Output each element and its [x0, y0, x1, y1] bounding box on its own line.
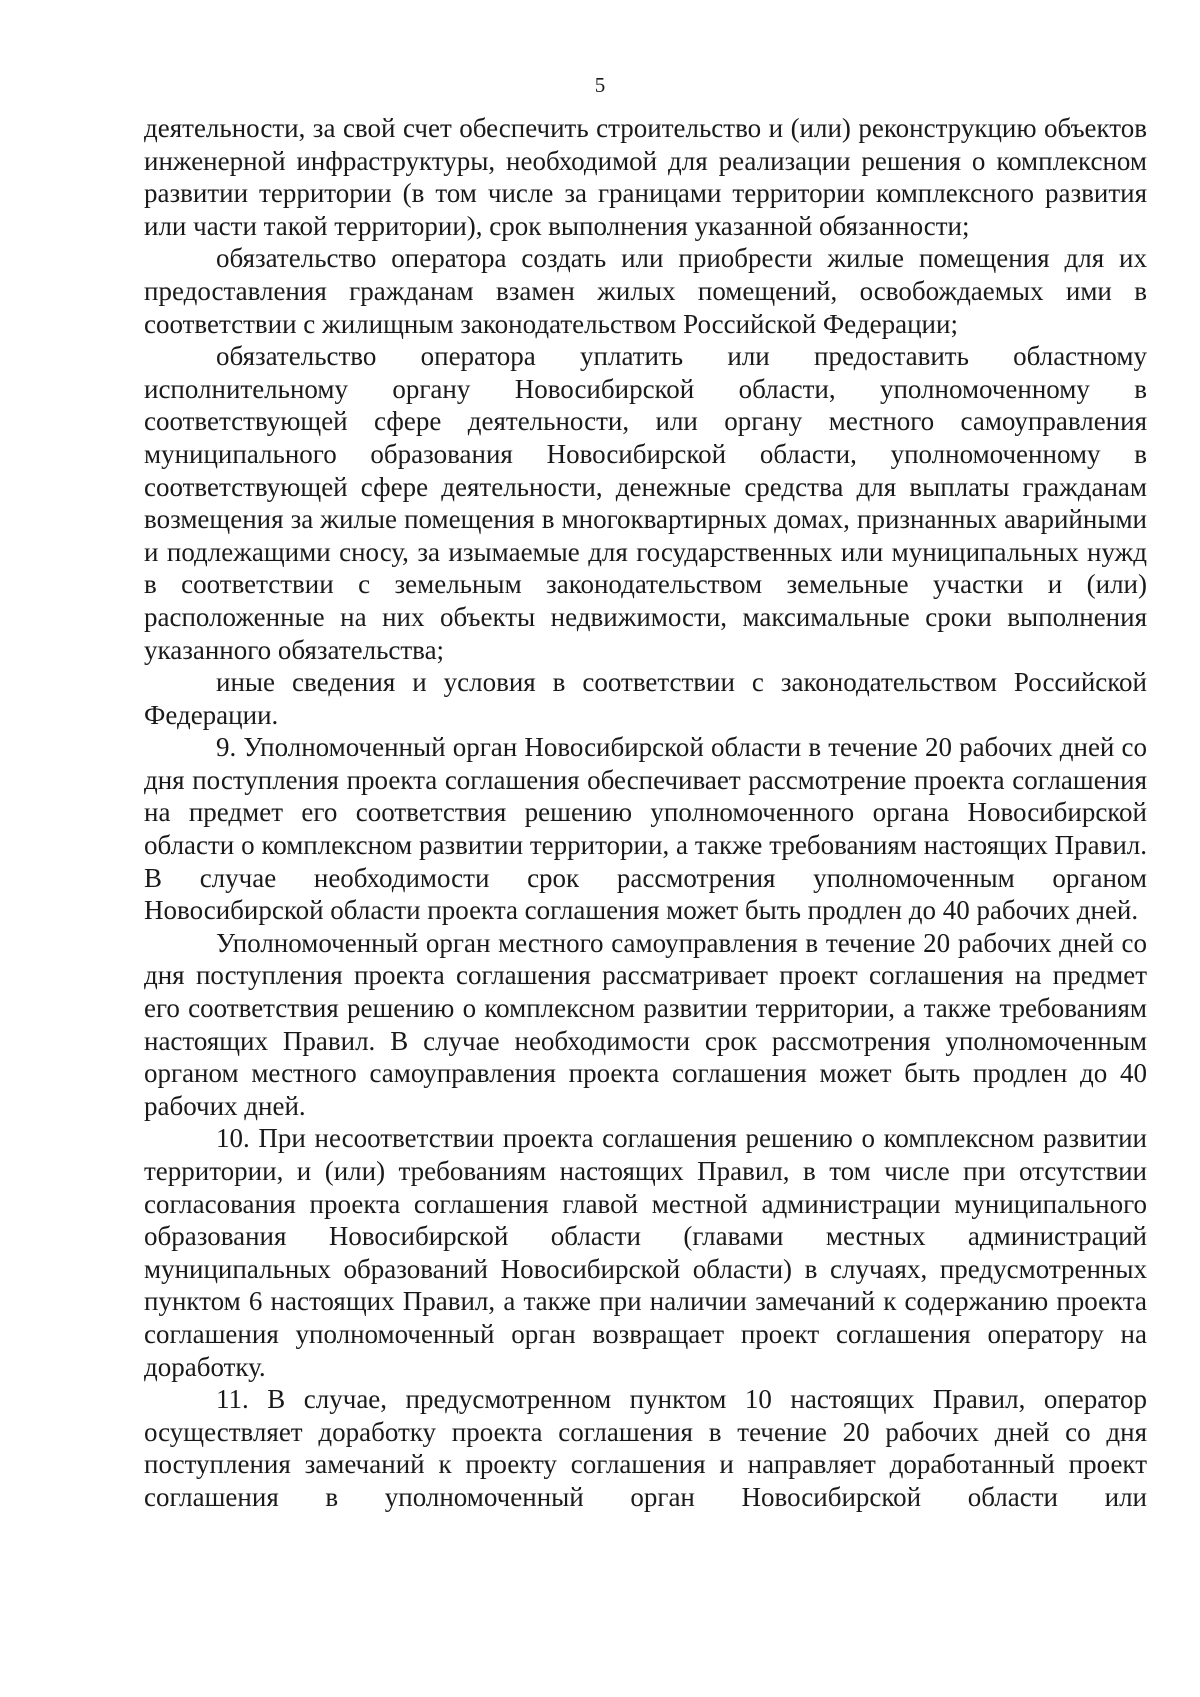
document-body	[144, 112, 1147, 1514]
paragraph-item-11: 11. В случае, предусмотренном пунктом 10 настоящих Правил, оператор осуществляет доработку проекта соглашения в течение 20 рабочих дней со дня поступления замечаний к проекту соглашения и направляет доработанный проект соглашения в уполномоченный орган Новосибирской области или	[144, 1384, 1147, 1512]
paragraph-payment-obligation: обязательство оператора уплатить или предоставить областному исполнительному органу Новосибирской области, уполномоченному в соответствующей сфере деятельности, или органу местного самоуправления муниципального образования Новосибирской области, уполномоченному в соответствующей сфере деятельности, денежные средства для выплаты гражданам возмещения за жилые помещения в многоквартирных домах, признанных аварийными и подлежащими сносу, за изымаемые для государственных или муниципальных нужд в соответствии с земельным законодательством земельные участки и (или) расположенные на них объекты недвижимости, максимальные сроки выполнения указанного обязательства;	[144, 341, 1147, 665]
page-number: 5	[594, 73, 606, 97]
paragraph-item-9: 9. Уполномоченный орган Новосибирской области в течение 20 рабочих дней со дня поступления проекта соглашения обеспечивает рассмотрение проекта соглашения на предмет его соответствия решению уполномоченного органа Новосибирской области о комплексном развитии территории, а также требованиям настоящих Правил. В случае необходимости срок рассмотрения уполномоченным органом Новосибирской области проекта соглашения может быть продлен до 40 рабочих дней.	[144, 732, 1147, 926]
paragraph-other-conditions: иные сведения и условия в соответствии с законодательством Российской Федерации.	[144, 667, 1147, 730]
paragraph-local-authority-review: Уполномоченный орган местного самоуправления в течение 20 рабочих дней со дня поступления проекта соглашения рассматривает проект соглашения на предмет его соответствия решению о комплексном развитии территории, а также требованиям настоящих Правил. В случае необходимости срок рассмотрения уполномоченным органом местного самоуправления проекта соглашения может быть продлен до 40 рабочих дней.	[144, 927, 1147, 1121]
paragraph-continuation: деятельности, за свой счет обеспечить строительство и (или) реконструкцию объектов инженерной инфраструктуры, необходимой для реализации решения о комплексном развитии территории (в том числе за границами территории комплексного развития или части такой территории), срок выполнения указанной обязанности;	[144, 113, 1147, 241]
paragraph-item-10: 10. При несоответствии проекта соглашения решению о комплексном развитии территории, и (или) требованиям настоящих Правил, в том числе при отсутствии согласования проекта соглашения главой местной администрации муниципального образования Новосибирской области (главами местных администраций муниципальных образований Новосибирской области) в случаях, предусмотренных пунктом 6 настоящих Правил, а также при наличии замечаний к содержанию проекта соглашения уполномоченный орган возвращает проект соглашения оператору на доработку.	[144, 1123, 1147, 1382]
paragraph-housing-obligation: обязательство оператора создать или приобрести жилые помещения для их предоставления гражданам взамен жилых помещений, освобождаемых ими в соответствии с жилищным законодательством Российской Федерации;	[144, 243, 1147, 339]
